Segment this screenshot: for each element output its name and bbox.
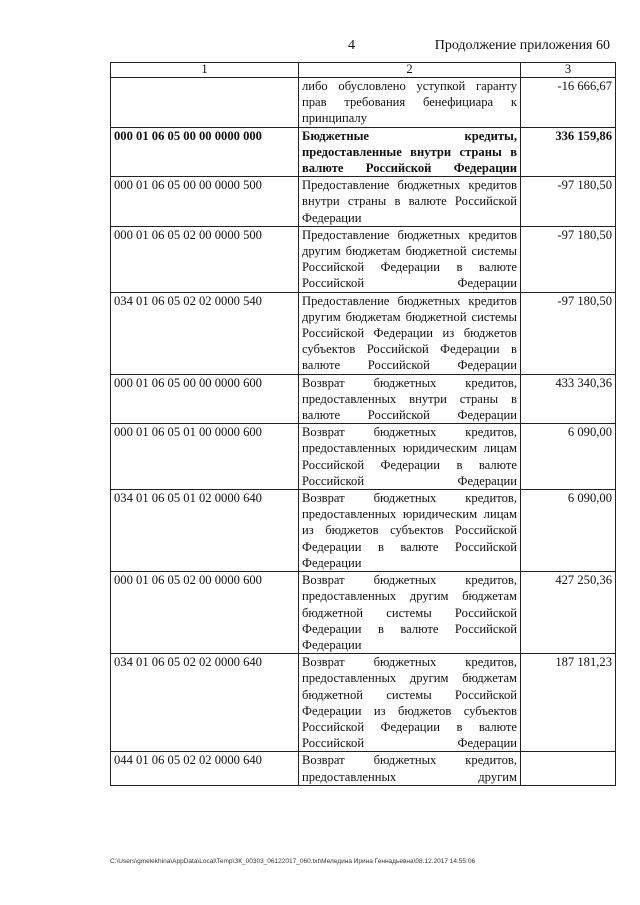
table-row [111,654,616,752]
code-cell: 000 01 06 05 00 00 0000 500 [111,177,299,227]
description-cell: Предоставление бюджетных кредитов другим бюджетам бюджетной системы Российской Федерации из бюджетов субъектов Российской Федерации в валюте Российской Федерации [299,292,521,374]
amount-cell: 6 090,00 [521,424,616,490]
table-row [111,78,616,128]
amount-cell: 433 340,36 [521,374,616,424]
description-cell: Возврат бюджетных кредитов, предоставленных другим бюджетам бюджетной системы Российской Федерации в валюте Российской Федерации [299,572,521,654]
description-cell: либо обусловлено уступкой гаранту прав требования бенефициара к принципалу [299,78,521,128]
column-header-3: 3 [521,63,616,78]
code-cell: 044 01 06 05 02 02 0000 640 [111,752,299,785]
column-header-1: 1 [111,63,299,78]
table-row [111,424,616,490]
code-cell [111,78,299,128]
code-cell: 034 01 06 05 01 02 0000 640 [111,490,299,572]
page-number: 4 [348,38,355,53]
table-row [111,490,616,572]
code-cell: 000 01 06 05 02 00 0000 600 [111,572,299,654]
table-row [111,226,616,292]
amount-cell: 6 090,00 [521,490,616,572]
code-cell: 000 01 06 05 00 00 0000 600 [111,374,299,424]
description-cell: Бюджетные кредиты, предоставленные внутри страны в валюте Российской Федерации [299,127,521,177]
amount-cell: -97 180,50 [521,177,616,227]
description-cell: Возврат бюджетных кредитов, предоставленных юридическим лицам из бюджетов субъектов Российской Федерации в валюте Российской Федерации [299,490,521,572]
amount-cell: -97 180,50 [521,226,616,292]
description-cell: Предоставление бюджетных кредитов другим бюджетам бюджетной системы Российской Федерации в валюте Российской Федерации [299,226,521,292]
amount-cell: 427 250,36 [521,572,616,654]
table-row [111,127,616,177]
description-cell: Возврат бюджетных кредитов, предоставленных внутри страны в валюте Российской Федерации [299,374,521,424]
description-cell: Возврат бюджетных кредитов, предоставленных юридическим лицам Российской Федерации в валюте Российской Федерации [299,424,521,490]
code-cell: 000 01 06 05 02 00 0000 500 [111,226,299,292]
table-row [111,752,616,785]
column-header-2: 2 [299,63,521,78]
appendix-title: Продолжение приложения 60 [434,38,610,53]
file-path-footer: C:\Users\gmelekhina\AppData\Local\Temp\ЗК_00303_06122017_060.txt\Меледина Ирина Геннадьевна\08.12.2017 14:55:06 [110,858,476,865]
amount-cell: -16 666,67 [521,78,616,128]
table-row [111,292,616,374]
amount-cell: 187 181,23 [521,654,616,752]
table-row [111,374,616,424]
table-header-row [111,63,616,78]
description-cell: Возврат бюджетных кредитов, предоставленных другим бюджетам бюджетной системы Российской Федерации из бюджетов субъектов Российской Федерации в валюте Российской Федерации [299,654,521,752]
table-body [111,78,616,786]
budget-table [110,62,616,786]
code-cell: 000 01 06 05 00 00 0000 000 [111,127,299,177]
description-cell: Возврат бюджетных кредитов, предоставленных другим [299,752,521,785]
table-row [111,572,616,654]
amount-cell: -97 180,50 [521,292,616,374]
table-row [111,177,616,227]
description-cell: Предоставление бюджетных кредитов внутри страны в валюте Российской Федерации [299,177,521,227]
amount-cell [521,752,616,785]
code-cell: 034 01 06 05 02 02 0000 540 [111,292,299,374]
code-cell: 000 01 06 05 01 00 0000 600 [111,424,299,490]
amount-cell: 336 159,86 [521,127,616,177]
code-cell: 034 01 06 05 02 02 0000 640 [111,654,299,752]
